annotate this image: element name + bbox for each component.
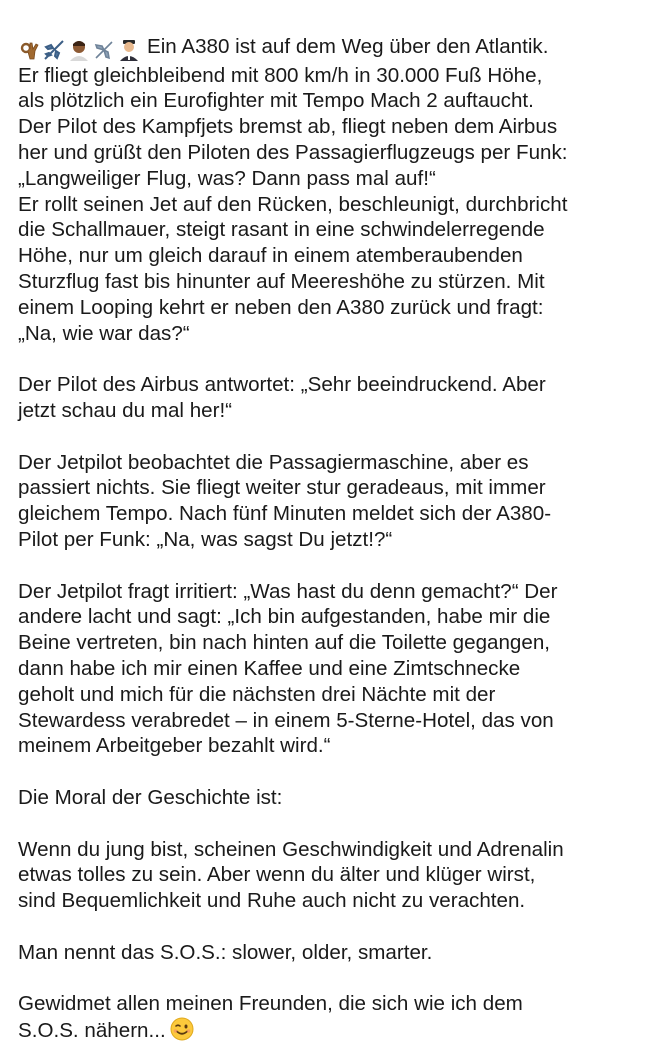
- airplane-icon: [43, 39, 65, 61]
- ok-hand-icon: [18, 39, 40, 61]
- paragraph-jetpilot-asks: Der Jetpilot fragt irritiert: „Was hast du denn gemacht?“ Der andere lacht und sagt: „Ich bin aufgestanden, habe mir die Beine vertreten, bin nach hinten auf die Toilette gegangen, dann habe ich mir einen Kaffee und eine Zimtschnecke geholt und mich für die nächsten drei Nächte mit der Stewardess verabredet – in einem 5-Sterne-Hotel, das von meinem Arbeitgeber bezahlt wird.“: [18, 579, 558, 758]
- paragraph-airbus-answer: Der Pilot des Airbus antwortet: „Sehr beeindruckend. Aber jetzt schau du mal her!“: [18, 373, 546, 422]
- paragraph-jetpilot-observes: Der Jetpilot beobachtet die Passagiermaschine, aber es passiert nichts. Sie fliegt weiter stur geradeaus, mit immer gleichem Tempo. Nach fünf Minuten meldet sich der A380- Pilot per Funk: „Na, was sagst Du jetzt!?“: [18, 450, 552, 551]
- paragraph-moral-heading: Die Moral der Geschichte ist:: [18, 785, 283, 809]
- paragraph-moral: Wenn du jung bist, scheinen Geschwindigkeit und Adrenalin etwas tolles zu sein. Aber wenn du älter und klüger wirst, sind Bequemlichkeit und Ruhe auch nicht zu verachten.: [18, 837, 564, 913]
- pilot-icon: [118, 39, 140, 61]
- emoji-row: [18, 37, 143, 63]
- man-person-icon: [68, 39, 90, 61]
- dedication-text: Gewidmet allen meinen Freunden, die sich wie ich dem S.O.S. nähern...: [18, 992, 523, 1043]
- intro-first-line-text: Ein A380 ist auf dem Weg über den Atlantik.: [147, 34, 549, 58]
- fighter-jet-icon: [93, 39, 115, 61]
- paragraph-intro: [18, 8, 631, 346]
- first-line: [18, 34, 631, 63]
- paragraph-sos: Man nennt das S.O.S.: slower, older, smarter.: [18, 940, 433, 964]
- intro-rest-text: Er fliegt gleichbleibend mit 800 km/h in 30.000 Fuß Höhe, als plötzlich ein Eurofighter mit Tempo Mach 2 auftaucht. Der Pilot des Kampfjets bremst ab, fliegt neben dem Airbus her und grüßt den Piloten des Passagierflugzeugs per Funk: „Langweiliger Flug, was? Dann pass mal auf!“ Er rollt seinen Jet auf den Rücken, beschleunigt, durchbricht die Schallmauer, steigt rasant in eine schwindelerregende Höhe, nur um gleich darauf in einem atemberaubenden Sturzflug fast bis hinunter auf Meereshöhe zu stürzen. Mit einem Looping kehrt er neben den A380 zurück und fragt: „Na, wie war das?“: [18, 63, 568, 345]
- winking-face-icon: [170, 1017, 194, 1048]
- paragraph-dedication: [18, 991, 631, 1048]
